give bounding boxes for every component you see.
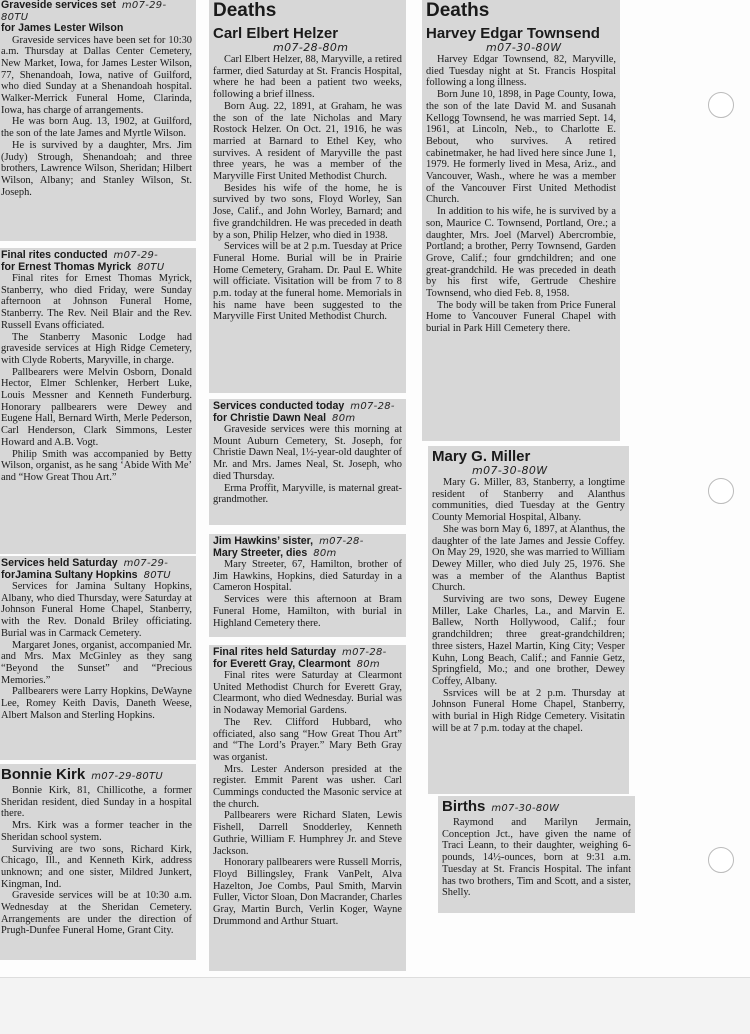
wilson-headline-line2: for James Lester Wilson — [1, 22, 124, 34]
deaths-heading-col2: Deaths — [213, 0, 277, 21]
binder-hole-bottom — [708, 847, 734, 873]
helzer-headline: Carl Elbert Helzer — [213, 25, 339, 42]
gray-headline-line2: for Everett Gray, Clearmont 80m — [213, 657, 380, 670]
townsend-headline: Harvey Edgar Townsend — [426, 25, 600, 42]
helzer-handwritten-note: m07-28-80m — [273, 41, 349, 54]
kirk-body: Bonnie Kirk, 81, Chillicothe, a former Sheridan resident, died Sunday in a hospital there. Mrs. Kirk was a former teacher in the Sheridan school system. Surviving are two sons, Richard Kirk, Chicago, Ill., and Kenneth Kirk, address unknown; and one sister, Mildred Junkert, Kingman, Ind. Graveside services will be at 10:30 a.m. Wednesday at the Sheridan Cemetery. Arrangements are under the direction of Prugh-Dunfee Funeral Home, Grant City. — [1, 785, 192, 937]
townsend-handwritten-note: m07-30-80W — [486, 41, 562, 54]
deaths-heading-col3: Deaths — [426, 0, 490, 21]
miller-handwritten-note: m07-30-80W — [472, 464, 548, 477]
miller-body: Mary G. Miller, 83, Stanberry, a longtime resident of Stanberry and Alanthus communities, died Tuesday at the Gentry County Memorial Hospital, Albany. She was born May 6, 1897, at Alanthus, the daughter of the late James and Jessie Coffey. On May 29, 1920, she was married to William Dewey Miller, who died July 25, 1976. She was a member of the Alanthus Baptist Church. Surviving are two sons, Dewey Eugene Miller, Lake Charles, La., and Marvin E. Ballew, North Hollywood, Calif.; four grandchildren; three great-grandchildren; three sisters, Hazel Martin, King City; Vesper Kuhn, Long Beach, Calif.; and Fannie Getz, Springfield, Mo.; and one brother, Dewey Coffey, Albany. Ssrvices will be at 2 p.m. Thursday at Johnson Funeral Home Chapel, Stanberry, with burial in High Ridge Cemetery. Visitatin will be at 7 p.m. today at the chapel. — [432, 477, 625, 734]
streeter-headline: Jim Hawkins’ sister, m07-28- — [213, 535, 364, 547]
births-headline: Births m07-30-80W — [442, 798, 560, 815]
neal-headline-line2: for Christie Dawn Neal 80m — [213, 411, 356, 424]
clipping-miller — [428, 446, 629, 794]
gray-body: Final rites were Saturday at Clearmont United Methodist Church for Everett Gray, Clearmont, who died Wednesday. Burial was in Nodaway Memorial Gardens. The Rev. Clifford Hubbard, who officiated, also sang “How Great Thou Art” and “The Lord’s Prayer.” Mary Beth Gray was organist. Mrs. Lester Anderson presided at the register. Emmit Parent was usher. Carl Cummings conducted the Masonic service at the church. Pallbearers were Richard Slaten, Lewis Fishell, Darrell Snodderley, Kenneth Guthrie, William F. Humphrey Jr. and Steve Jackson. Honorary pallbearers were Russell Morris, Floyd Billingsley, Frank VanPelt, Alva Hazelton, Joe Combs, Paul Smith, Marvin Fuller, Victor Sloan, Don Macrander, Charles Gray, Martin Burch, Verlin Koger, Wayne Drummond and Arthur Stuart. — [213, 670, 402, 927]
clipping-births — [438, 796, 635, 913]
streeter-headline-line2: Mary Streeter, dies 80m — [213, 546, 337, 559]
gray-headline: Final rites held Saturday m07-28- — [213, 646, 387, 658]
clipping-helzer — [209, 0, 406, 393]
neal-headline: Services conducted today m07-28- — [213, 400, 395, 412]
hopkins-body: Services for Jamina Sultany Hopkins, Albany, who died Thursday, were Saturday at Johnson Funeral Home Chapel, Stanberry, with the Rev. Donald Briley officiating. Burial was in Carmack Cemetery. Margaret Jones, organist, accompanied Mr. and Mrs. Max McGinley as they sang “Beyond the Sunset” and “Precious Memories.” Pallbearers were Larry Hopkins, DeWayne Lee, Romey Keith Davis, Daneth Weese, Albert Malson and Sterling Hopkins. — [1, 581, 192, 721]
neal-body: Graveside services were this morning at Mount Auburn Cemetery, St. Joseph, for Christie Dawn Neal, 1½-year-old daughter of Mr. and Mrs. James Neal, St. Joseph, who died Thursday. Erma Proffit, Maryville, is maternal great-grandmother. — [213, 424, 402, 506]
clipping-myrick — [0, 248, 196, 554]
clipping-streeter — [209, 534, 406, 637]
clipping-hopkins — [0, 556, 196, 760]
clipping-townsend — [422, 0, 620, 441]
clipping-kirk — [0, 764, 196, 960]
myrick-headline: Final rites conducted m07-29- — [1, 249, 159, 261]
wilson-handwritten-note: m07-29-80TU — [1, 0, 167, 23]
myrick-headline-line2: for Ernest Thomas Myrick 80TU — [1, 260, 165, 273]
helzer-body: Carl Elbert Helzer, 88, Maryville, a retired farmer, died Saturday at St. Francis Hospital, where he had been a patient two weeks, following a brief illness. Born Aug. 22, 1891, at Graham, he was the son of the late Nicholas and Mary Rostock Helzer. On Oct. 21, 1916, he was married at Barnard to Ethel Key, who survives. A resident of Maryville the past three years, he was a member of the Maryville First United Methodist Church. Besides his wife of the home, he is survived by two sons, Floyd Worley, San Jose, Calif., and John Worley, Barnard; and five grandchildren. He was preceded in death by a son, Philip Helzer, who died in 1938. Services will be at 2 p.m. Tuesday at Price Funeral Home. Burial will be in Prairie Home Cemetery, Graham. Dr. Paul E. White will officiate. Visitation will be from 7 to 8 p.m. today at the funeral home. Memorials in his name have been suggested to the Maryville First United Methodist Church. — [213, 54, 402, 323]
binder-hole-top — [708, 92, 734, 118]
myrick-body: Final rites for Ernest Thomas Myrick, Stanberry, who died Friday, were Sunday afternoon at Johnson Funeral Home, Stanberry. The Rev. Neil Blair and the Rev. Russell Evans officiated. The Stanberry Masonic Lodge had graveside services at High Ridge Cemetery, with Clyde Roberts, Maryville, in charge. Pallbearers were Melvin Osborn, Donald Hector, Elmer Schlenker, Herbert Luke, Louis Messner and Kenneth Funderburg. Honorary pallbearers were Dewey and Eugene Hall, Bernard Wirth, Merle Pederson, Carl Henderson, Clark Simmons, Lester Howard and A.B. Vogt. Philip Smith was accompanied by Betty Wilson, organist, as he sang ‘Abide With Me’ and “How Great Thou Art.” — [1, 273, 192, 483]
clipping-gray — [209, 645, 406, 971]
wilson-body: Graveside services have been set for 10:30 a.m. Thursday at Dallas Center Cemetery, New Market, Iowa, for James Lester Wilson, 77, Shenandoah, Iowa, native of Guilford, who died Sunday at a Shenandoah hospital. Walker-Merrick Funeral Home, Clarinda, Iowa, has charge of arrangements. He was born Aug. 13, 1902, at Guilford, the son of the late James and Myrtle Wilson. He is survived by a daughter, Mrs. Jim (Judy) Strough, Shenandoah; and three brothers, Lawrence Wilson, Sheridan; Hilbert Wilson, Albany; and Stanley Wilson, St. Joseph. — [1, 34, 192, 198]
miller-headline: Mary G. Miller — [432, 448, 531, 465]
clipping-neal — [209, 399, 406, 525]
binder-hole-middle — [708, 478, 734, 504]
births-body: Raymond and Marilyn Jermain, Conception Jct., have given the name of Traci Leann, to their daughter, weighing 6-pounds, 14½-ounces, born at 9:31 a.m. Tuesday at St. Francis Hospital. The infant has two brothers, Tim and Scott, and a sister, Shelly. — [442, 817, 631, 899]
scanner-bottom-edge — [0, 977, 750, 1034]
townsend-body: Harvey Edgar Townsend, 82, Maryville, died Tuesday night at St. Francis Hospital following a long illness. Born June 10, 1898, in Page County, Iowa, the son of the late David M. and Susanah Kellogg Townsend, he was married Sept. 14, 1961, at Lincoln, Neb., to Charlotte E. Bebout, who survives. A retired cabinetmaker, he had lived here since June 1, 1979. He formerly lived in Mesa, Ariz., and Vancouver, Wash., where he was a member of the Vancouver First United Methodist Church. In addition to his wife, he is survived by a son, Maurice C. Townsend, Portland, Ore.; a daughter, Mrs. Joel (Marvel) Abercrombie, Portland; a brother, Perry Townsend, Garden Grove, Calif.; four grndchildren; and one great-grandchild. He was preceded in death by his first wife, Gertrude Cheshire Townsend, who died Feb. 8, 1958. The body will be taken from Price Funeral Home to Vancouver Funeral Chapel with burial in Park Hill Cemetery there. — [426, 54, 616, 335]
hopkins-headline-line2: forJamina Sultany Hopkins 80TU — [1, 568, 171, 581]
kirk-headline: Bonnie Kirk m07-29-80TU — [1, 766, 164, 783]
wilson-headline: Graveside services set m07-29-80TU — [1, 0, 167, 23]
clipping-wilson — [0, 0, 196, 241]
hopkins-headline: Services held Saturday m07-29- — [1, 557, 169, 569]
streeter-body: Mary Streeter, 67, Hamilton, brother of Jim Hawkins, Hopkins, died Saturday in a Cameron Hospital. Services were this afternoon at Bram Funeral Home, Hamilton, with burial in Highland Cemetery there. — [213, 559, 402, 629]
